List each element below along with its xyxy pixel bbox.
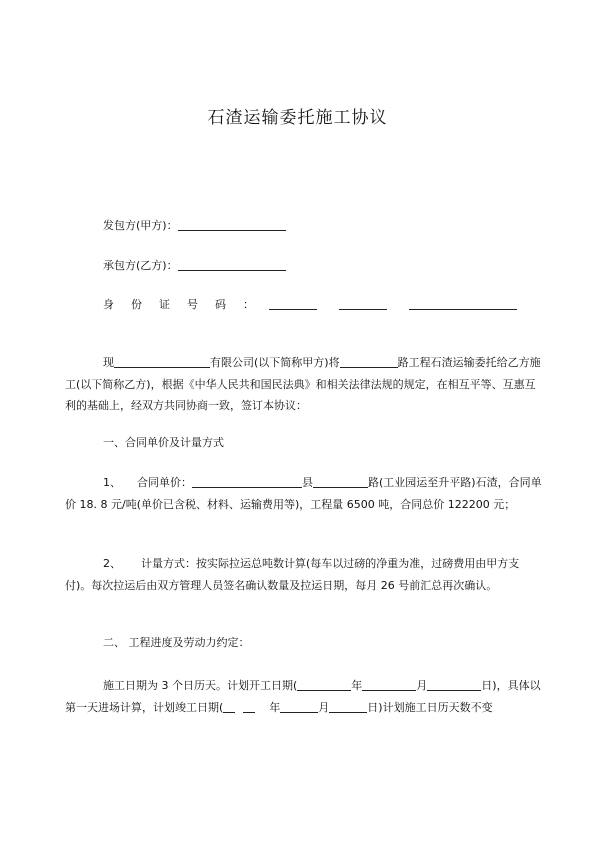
id-label-char: 证 [159,298,170,311]
id-label-char: ： [243,298,254,311]
item-1-text: 县 [302,476,313,489]
county-blank[interactable] [192,475,302,488]
intro-text: 有限公司(以下简称甲方)将 [210,356,340,369]
item-1-paragraph [65,472,543,515]
party-a-line [103,218,286,233]
item-2-number: 2、 [103,557,121,570]
id-label-char: 码 [215,298,226,311]
section-1-heading: 一、合同单价及计量方式 [103,436,224,449]
end-month-blank[interactable] [280,700,318,713]
schedule-text: 施工日期为 3 个日历天。计划开工日期( [103,679,298,692]
item-1-text: 合同单价： [137,476,192,489]
id-label-char: 号 [187,298,198,311]
item-2-text: 计量方式：按实际拉运总吨数计算(每车以过磅的净重为准，过磅费用由甲方支付)。每次拉运后由双方管理人员签名确认数量及拉运日期，每月 26 号前汇总再次确认。 [65,557,520,592]
schedule-text: 年 [351,679,363,692]
road-blank[interactable] [313,475,368,488]
party-b-line [103,258,286,273]
schedule-text: 日)，具体以第一天进场计算，计划竣工日期( [65,679,541,714]
schedule-text: 年 [269,700,281,714]
start-month-blank[interactable] [362,678,416,691]
item-1-number: 1、 [103,476,121,489]
party-b-blank[interactable] [178,258,286,271]
schedule-text: 月 [318,700,330,714]
id-label-char: 身 [103,298,114,311]
schedule-text: 日)计划施工日历天数不变 [367,700,493,714]
end-day-blank[interactable] [329,700,367,713]
start-day-blank[interactable] [427,678,481,691]
document-title: 石渣运输委托施工协议 [207,108,388,128]
id-blank[interactable] [269,297,317,310]
end-year-blank[interactable] [243,700,255,713]
item-1-text: 路(工业园运至升平路)石渣，合同单价 18. 8 元/吨(单价已含税、材料、运输费用等)，工程量 6500 吨，合同总价 122200 元； [65,476,542,511]
intro-paragraph [65,352,543,417]
end-year-blank[interactable] [223,700,235,713]
company-blank[interactable] [114,355,210,368]
start-year-blank[interactable] [297,678,351,691]
section-2-heading: 二、 工程进度及劳动力约定： [103,636,250,649]
schedule-paragraph [65,675,543,718]
intro-text: 路工程石渣运输委托给乙方施工(以下简称乙方)，根据《中华人民共和国民法典》和相关法律法规的规定，在相互平等、互惠互利的基础上，经双方共同协商一致，签订本协议： [65,356,541,412]
road-blank[interactable] [340,355,398,368]
id-blank[interactable] [339,297,387,310]
party-b-label: 承包方(乙方)： [103,259,178,272]
party-a-blank[interactable] [178,218,286,231]
schedule-text: 月 [416,679,428,692]
id-blank[interactable] [409,297,517,310]
intro-text: 现 [103,356,114,369]
id-label-char: 份 [131,298,142,311]
item-2-paragraph [65,553,543,596]
id-number-line [103,297,517,312]
party-a-label: 发包方(甲方)： [103,219,178,232]
